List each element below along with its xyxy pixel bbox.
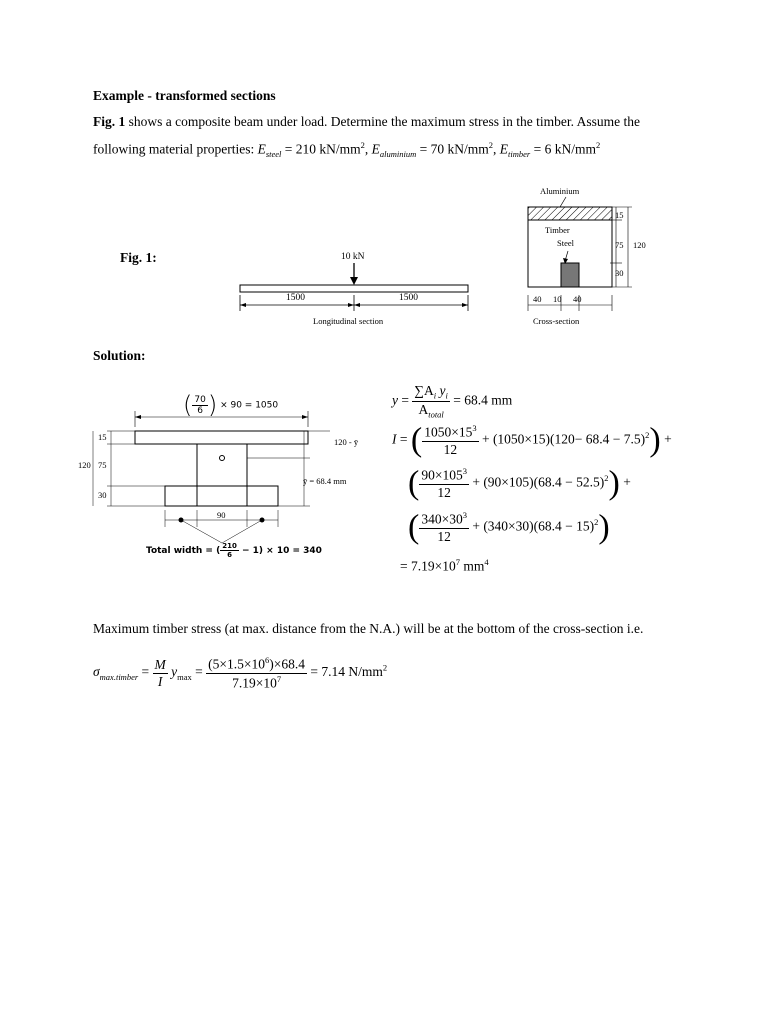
line1-den: 12 <box>443 441 458 457</box>
label-aluminium: Aluminium <box>540 186 580 196</box>
ymax-subscript: max <box>177 671 192 682</box>
line1-num: 1050×15 <box>424 424 473 440</box>
beam <box>240 285 468 292</box>
line2-num: 90×105 <box>421 467 463 483</box>
neutral-axis-marker <box>220 456 225 461</box>
stress-num-tail: )×68.4 <box>269 656 306 672</box>
stress-result: = 7.14 N/mm <box>310 664 383 680</box>
intro-line-2: following material properties: $E_{steel} = 210$ $kN/mm^2$, $E_{aluminium} = 70$ $kN/mm^2$, $E_{timber} = 6$ $kN/mm^2$ <box>93 140 601 160</box>
inertia-unit: mm <box>463 558 485 574</box>
label-120-minus-ybar: 120 - ȳ <box>334 437 359 447</box>
intro-text-1: shows a composite beam under load. Determine the maximum stress in the timber. Assume the <box>125 114 641 129</box>
bottom-dim-90: 90 <box>217 510 226 520</box>
transformed-flange <box>135 431 308 444</box>
e-aluminium: = 70 kN/mm <box>419 141 489 157</box>
dim-15: 15 <box>615 210 624 220</box>
inertia-line-1: I = ( $\frac{1050\times 15^3}{12}$ + $(1050\times 15)(120- 68.4 - 7.5)^2$) + <box>392 421 672 459</box>
line2-den: 12 <box>437 484 451 500</box>
e-timber: = 6 kN/mm <box>533 141 596 157</box>
total-width-tail: − 1) × 10 = 340 <box>241 546 322 556</box>
label-timber: Timber <box>545 225 570 235</box>
label-steel: Steel <box>557 238 574 248</box>
steel-insert <box>561 263 579 287</box>
left-dim-75: 75 <box>98 460 107 470</box>
line2-tail: + (90×105)(68.4 − 52.5) <box>472 474 605 490</box>
cross-caption: Cross-section <box>533 316 580 326</box>
inertia-line-3: ( $\frac{340\times 30^3}{12}$ + $(340\times 30)(68.4 - 15)^2$) <box>408 508 610 546</box>
dim-30: 30 <box>615 268 624 278</box>
stress-num: (5×1.5×10 <box>208 656 266 672</box>
aluminium-flange <box>528 207 612 220</box>
sigma-subscript: max.timber <box>99 671 139 682</box>
inertia-line-2: ( $\frac{90\times 105^3}{12}$ + $(90\times 105)(68.4 - 52.5)^2$) + <box>408 464 631 502</box>
solution-heading: Solution: <box>93 348 146 363</box>
ybar-num: ∑A <box>414 383 434 398</box>
moment-symbol: M <box>154 656 166 672</box>
left-dim-30: 30 <box>98 490 107 500</box>
intro-line-1 <box>93 114 640 130</box>
top-width-num: 70 <box>194 394 206 405</box>
inertia-value: = 7.19×10 <box>400 558 456 574</box>
total-width: Total width = ( $\frac{210}{6}$ − 1) × 10 = 340 <box>146 542 322 559</box>
total-width-label: Total width = <box>146 546 213 556</box>
page-title: Example - transformed sections <box>93 88 276 103</box>
span-right: 1500 <box>399 293 418 303</box>
dim-40-left: 40 <box>533 294 542 304</box>
dim-10: 10 <box>553 294 562 304</box>
stress-den: 7.19×10 <box>232 675 277 690</box>
left-dim-120: 120 <box>78 460 91 470</box>
left-dim-15: 15 <box>98 432 107 442</box>
top-width-den: 6 <box>197 405 203 416</box>
line3-den: 12 <box>437 528 451 544</box>
top-width-mult: × 90 = 1050 <box>220 400 279 411</box>
intro-text-2: following material properties: <box>93 141 258 157</box>
line1-tail: + (1050×15)(120− 68.4 − 7.5) <box>481 431 646 447</box>
dim-75: 75 <box>615 240 624 250</box>
e-steel: = 210 kN/mm <box>284 141 361 157</box>
label-ybar: ȳ = 68.4 mm <box>303 476 347 486</box>
total-width-den: 6 <box>227 551 232 559</box>
total-width-num: 210 <box>222 542 237 550</box>
ybar-result: = 68.4 mm <box>453 392 513 408</box>
longitudinal-caption: Longitudinal section <box>313 316 384 326</box>
inertia-result: = $7.19\times 10^7$ $mm^4$ <box>400 557 489 574</box>
ybar-equation: y = $\frac{\sum A_i y_i}{A_{total}}$ = 68.4 mm <box>392 383 513 420</box>
line3-num: 340×30 <box>421 511 463 527</box>
max-stress-equation: $\sigma_{max.timber}$ = $\frac{M}{I}$ $y_{max}$ = $\frac{(5\times 1.5\times 10^6)\times 68.4}{7.19\times 10^7}$ = 7.14 $N/mm^2$ <box>93 655 388 690</box>
top-width-expr: ( $\frac{70}{6}$ ) × 90 = 1050 <box>183 391 279 419</box>
load-label: 10 kN <box>341 252 365 262</box>
figure-label: Fig. 1: <box>120 250 157 265</box>
inertia-symbol: I <box>157 673 163 689</box>
fig-ref: Fig. 1 <box>93 114 126 129</box>
dim-120: 120 <box>633 240 646 250</box>
max-stress-sentence: Maximum timber stress (at max. distance from the N.A.) will be at the bottom of the cross-section i.e. <box>93 621 644 636</box>
line3-tail: + (340×30)(68.4 − 15) <box>472 518 595 534</box>
span-left: 1500 <box>286 293 305 303</box>
ybar-den: A <box>418 401 429 417</box>
dim-40-right: 40 <box>573 294 582 304</box>
